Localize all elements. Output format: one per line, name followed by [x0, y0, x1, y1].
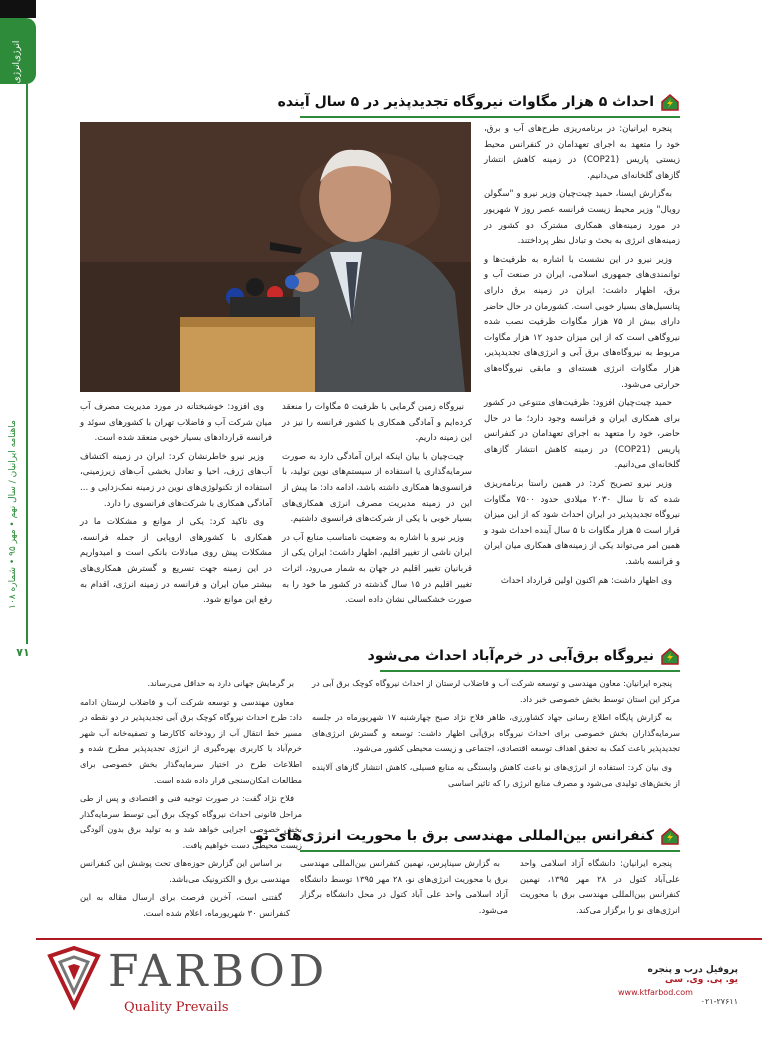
sidebar — [0, 0, 36, 1045]
article2-column-left — [80, 676, 302, 850]
ad-product-line: پروفیل درب و پنجره — [647, 965, 738, 975]
article3-paragraph: گفتنی است، آخرین فرصت برای ارسال مقاله به این کنفرانس ۳۰ شهریورماه، اعلام شده است. — [80, 892, 290, 918]
article1-paragraph: وی افزود: خوشبختانه در مورد مدیریت مصرف آب میان شرکت آب و فاضلاب تهران با کشورهای سوئد و فرانسه قراردادهای بسیار خوبی منعقد شده است. — [80, 402, 272, 444]
article1-paragraph: وزیر نیرو خاطرنشان کرد: ایران در زمینه اکتشاف آب‌های ژرف، احیا و تعادل بخشی آب‌های زیرزمینی، استفاده از تکنولوژی‌های نوین در زمینه نمک‌زدایی و ... آمادگی همکاری با شرکت‌های فرانسوی را دارد. — [80, 451, 272, 509]
article1-paragraph: نیروگاه زمین گرمایی با ظرفیت ۵ مگاوات را منعقد کرده‌ایم و آمادگی همکاری با کشور فرانسه را نیز در این زمینه داریم. — [282, 402, 472, 444]
article2-paragraph: بر گرمایش جهانی دارد به حداقل می‌رساند. — [147, 678, 294, 688]
footer-divider — [36, 938, 762, 940]
article2-paragraph: معاون مهندسی و توسعه شرکت آب و فاضلاب لرستان ادامه داد: طرح احداث نیروگاه کوچک برق آبی تجدیدپذیر در دو نقطه در مسیر خط انتقال آب از رودخانه کاکارضا و تصفیه‌خانه آب شهر خرم‌آباد با کاربری بهره‌گیری از انرژی تجدیدپذیر مطرح شده و اطلاعات طرح در اختیار سرمایه‌گذار بخش خصوصی برای مطالعات امکان‌سنجی قرار داده شده است. — [80, 696, 302, 785]
article3-paragraph: به گزارش سیناپرس، نهمین کنفرانس بین‌المللی مهندسی برق با محوریت انرژی‌های نو، ۲۸ مهر ۱۳۹۵ توسط دانشگاه آزاد اسلامی واحد علی آباد کتول در محل دانشگاه برگزار می‌شود. — [300, 858, 509, 915]
article1-column-left — [80, 400, 272, 625]
section-tab-label: انرژی‌انرژی — [12, 40, 22, 84]
article2-paragraph: وی بیان کرد: استفاده از انرژی‌های نو باعث کاهش وابستگی به منابع فسیلی، کاهش انتشار گازهای آلاینده از بخش‌های تولیدی می‌شود و مصرف منابع انرژی را که تاثیر اساسی — [312, 761, 680, 788]
article1-paragraph: به‌گزارش ایسنا، حمید چیت‌چیان وزیر نیرو و "سگولن رویال" وزیر محیط زیست فرانسه عصر روز ۷ شهریور در مورد زمینه‌های همکاری مشترک دو کشور در زمینه‌های انرژی به بحث و تبادل نظر پرداختند. — [484, 189, 680, 247]
article3-paragraph: بر اساس این گزارش حوزه‌های تحت پوشش این کنفرانس مهندسی برق و الکترونیک می‌باشد. — [80, 858, 290, 884]
article2-column-right — [312, 676, 680, 816]
article1-paragraph: چیت‌چیان با بیان اینکه ایران آمادگی دارد به صورت سرمایه‌گذاری یا استفاده از سیستم‌های نوین تولید، با فرانسوی‌ها همکاری داشته باشد، ادامه داد: ما پیش از این در زمینه مدیریت مصرف انرژی همکاری‌های بسیار خوبی با یکی از شرکت‌های فرانسوی داشتیم. — [282, 451, 472, 525]
photo-illustration — [80, 122, 471, 392]
article3-title: کنفرانس بین‌المللی مهندسی برق با محوریت انرژی‌های نو — [254, 828, 654, 844]
article3-column-right — [520, 856, 680, 932]
issue-info: ماهنامه ایرانیان / سال نهم • مهر ۹۵ • شماره ۱۰۸ — [8, 420, 18, 609]
article1-paragraph: پنجره ایرانیان: در برنامه‌ریزی طرح‌های آب و برق، خود را متعهد به اجرای تعهدامان در کنفرانس محیط زیستی پاریس (COP21) در زمینه کاهش انتشار گازهای گلخانه‌ای می‌دانیم. — [484, 124, 680, 181]
ad-product-type: یو. پی. وی. سی — [665, 975, 738, 985]
sidebar-rule — [26, 84, 28, 644]
green-energy-house-icon — [660, 826, 680, 846]
article2-title: نیروگاه برق‌آبی در خرم‌آباد احداث می‌شود — [367, 648, 654, 664]
article3-column-left — [80, 856, 290, 932]
article1-paragraph: حمید چیت‌چیان افزود: ظرفیت‌های متنوعی در کشور برای همکاری ایران و فرانسه وجود دارد؛ ما در حال حاضر، خود را متعهد به اجرای تعهدامان در کنفرانس پاریس (COP21) در زمینه کاهش انتشار گازهای گلخانه‌ای می‌دانیم. — [484, 398, 680, 471]
section-tab — [0, 18, 36, 84]
article2-paragraph: پنجره ایرانیان: معاون مهندسی و توسعه شرکت آب و فاضلاب لرستان از احداث نیروگاه کوچک برق آبی در مرکز این استان توسط بخش خصوصی خبر داد. — [312, 678, 680, 704]
minister-speech-photo — [80, 122, 471, 392]
article2-paragraph: فلاح نژاد گفت: در صورت توجیه فنی و اقتصادی و پس از طی مراحل قانونی احداث نیروگاه کوچک برق آبی توسط سرمایه‌گذار بخش خصوصی اجرایی خواهد شد و به تولید برق بدون آلودگی زیست محیطی دست خواهیم یافت. — [80, 793, 302, 850]
article3-heading — [254, 826, 680, 852]
brand-tagline: Quality Prevails — [124, 1000, 229, 1015]
article1-paragraph: وزیر نیرو در این نشست با اشاره به ظرفیت‌ها و توانمندی‌های جمهوری اسلامی، ایران در صنعت آب و برق، اظهار داشت: ایران در زمینه برق دارای پتانسیل‌های بسیار خوبی است. کشورمان در حال حاضر دارای بیش از ۷۵ هزار مگاوات ظرفیت نصب شده نیروگاهی است که از این میزان حدود ۱۲ هزار مگاوات مربوط به نیروگاه‌های برق آبی و انرژی‌های تجدیدپذیر، هزار مگاوات انرژی هسته‌ای و مابقی نیروگاه‌های حرارتی می‌شود. — [484, 254, 680, 390]
article2-heading — [367, 646, 680, 672]
page-number: ۷۱ — [16, 646, 30, 659]
article1-column-right — [484, 122, 680, 622]
green-energy-house-icon — [660, 92, 680, 112]
brand-name: FARBOD — [108, 946, 329, 997]
article1-paragraph: وی تاکید کرد: یکی از موانع و مشکلات ما در همکاری با کشورهای اروپایی از جمله فرانسه، مشکلات پیش روی مبادلات بانکی است و امیدواریم در این زمینه جهت تسریع و گسترش همکاری‌های بیشتر میان ایران و فرانسه در زمینه انرژی، اقدام به رفع این موانع شود. — [80, 517, 272, 606]
article3-column-middle — [300, 856, 508, 932]
article3-paragraph: پنجره ایرانیان: دانشگاه آزاد اسلامی واحد علی‌آباد کتول در ۲۸ مهر ۱۳۹۵، نهمین کنفرانس بین‌المللی مهندسی برق با محوریت انرژی‌های نو را برگزار می‌کند. — [520, 858, 680, 915]
article1-paragraph: وزیر نیرو با اشاره به وضعیت نامناسب منابع آب در ایران ناشی از تغییر اقلیم، اظهار داشت: ایران یکی از قربانیان تغییر اقلیم در جهان به شمار می‌رود، اثرات تغییر اقلیم در ۱۵ سال گذشته در کشور ما خود را به صورت خشکسالی نشان داده است. — [282, 532, 472, 606]
ad-phone: ۰۲۱-۲۷۶۱۱ — [700, 997, 738, 1006]
ad-website: www.ktfarbod.com — [618, 988, 693, 997]
article1-paragraph: وزیر نیرو تصریح کرد: در همین راستا برنامه‌ریزی شده که تا سال ۲۰۳۰ میلادی حدود ۷۵۰۰ مگاوات نیروگاه تجدیدپذیر در ایران احداث شود که از این میزان قرار است ۵ هزار مگاوات تا ۵ سال آینده احداث شود و همین امر می‌تواند یکی از زمینه‌های همکاری میان ایران و فرانسه باشد. — [484, 479, 681, 568]
sidebar-top-bar — [0, 0, 36, 18]
article1-heading — [277, 92, 680, 118]
ad-contact-block — [618, 965, 738, 1006]
article1-title: احداث ۵ هزار مگاوات نیروگاه تجدیدپذیر در ۵ سال آینده — [277, 94, 654, 110]
green-energy-house-icon — [660, 646, 680, 666]
article1-paragraph: وی اظهار داشت: هم اکنون اولین قرارداد احداث — [500, 575, 672, 586]
article1-column-middle — [282, 400, 472, 625]
article2-paragraph: به گزارش پایگاه اطلاع رسانی جهاد کشاورزی، ظاهر فلاح نژاد صبح چهارشنبه ۱۷ شهریورماه در جلسه سرمایه‌گذاران بخش خصوصی برای احداث نیروگاه برق‌آبی اظهار داشت: توسعه و گسترش انرژی‌های تجدیدپذیر باعث کمک به تحقق اهداف توسعه اقتصادی، اجتماعی و زیست محیطی کشور می‌شود. — [312, 712, 680, 754]
farbod-logo-icon — [46, 946, 102, 1010]
